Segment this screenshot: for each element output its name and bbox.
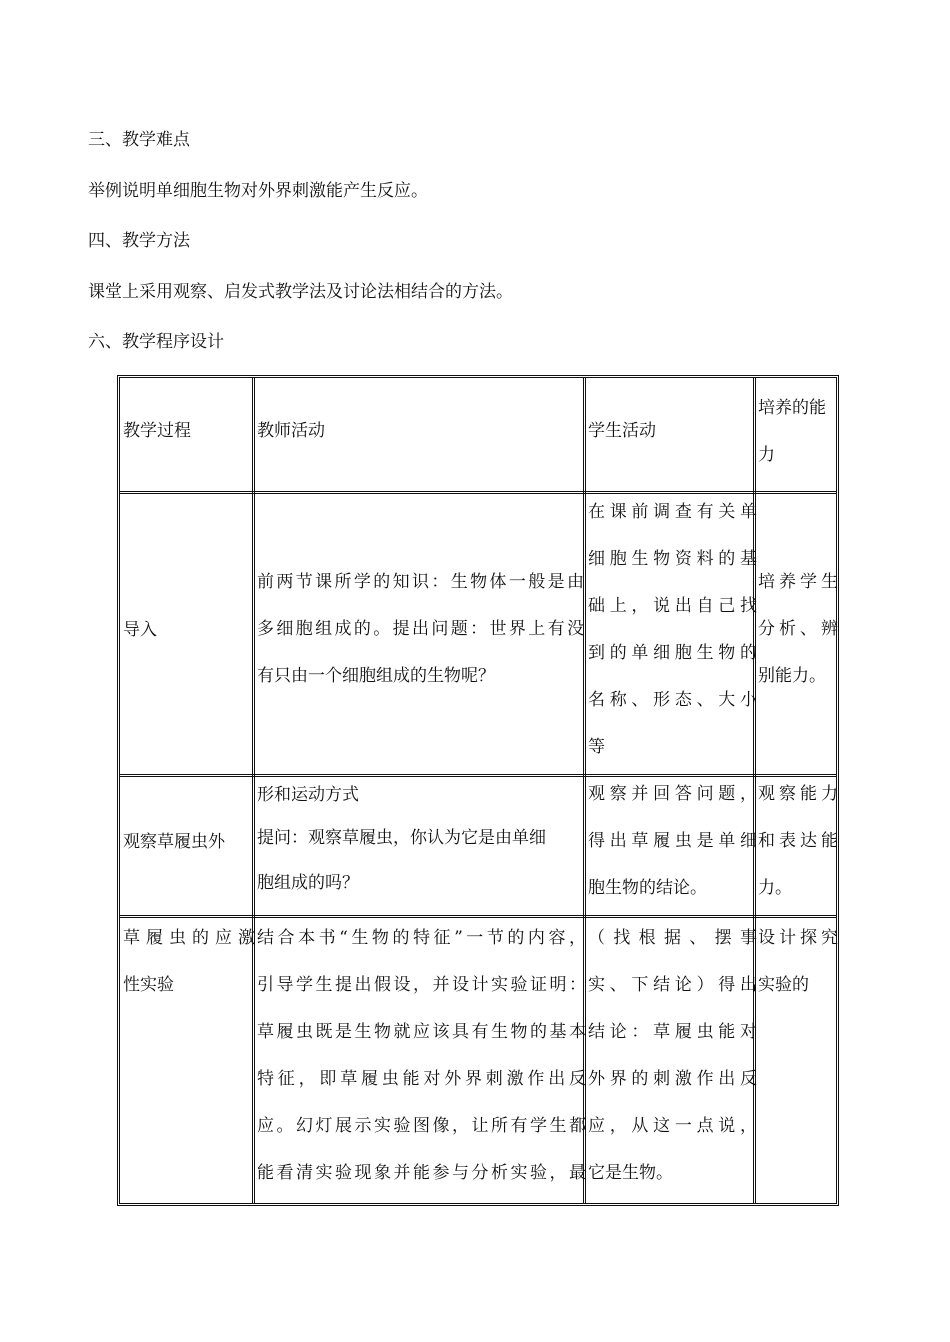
row1-student: 在课前调查有关单 细胞生物资料的基 础上，说出自己找 到的单细胞生物的 名称、形态、大小 等	[588, 502, 757, 757]
method-text: 课堂上采用观察、启发式教学法及讨论法相结合的方法。	[88, 282, 513, 302]
row1-process: 导入	[123, 620, 157, 640]
procedure-table	[117, 375, 839, 1206]
method-heading: 四、教学方法	[88, 231, 190, 251]
row1-teacher: 前两节课所学的知识：生物体一般是由 多细胞组成的。提出问题：世界上有没 有只由一个细胞组成的生物呢？	[257, 572, 584, 686]
row1-ability: 培养学生 分析、辨 别能力。	[758, 572, 838, 686]
row2-student: 观察并回答问题， 得出草履虫是单细 胞生物的结论。	[588, 784, 757, 898]
row3-ability: 设计探究 实验的	[758, 928, 838, 995]
row2-ability: 观察能力 和表达能 力。	[758, 784, 838, 898]
column-divider	[252, 378, 255, 1203]
procedure-heading: 六、教学程序设计	[88, 332, 224, 352]
row3-process: 草履虫的应激 性实验	[123, 928, 255, 995]
difficulty-text: 举例说明单细胞生物对外界刺激能产生反应。	[88, 181, 428, 201]
row2-process: 观察草履虫外	[123, 832, 225, 852]
row2-teacher: 形和运动方式 提问：观察草履虫，你认为它是由单细 胞组成的吗？	[257, 785, 546, 893]
row3-teacher: 结合本书“生物的特征”一节的内容， 引导学生提出假设，并设计实验证明： 草履虫既是生物就应该具有生物的基本 特征，即草履虫能对外界刺激作出反 应。幻灯展示实验图像，让所有学生都 能看清实验现象并能参与分析实验，最	[257, 928, 586, 1183]
header-teacher: 教师活动	[257, 421, 325, 441]
header-student: 学生活动	[588, 421, 656, 441]
header-process: 教学过程	[123, 421, 191, 441]
header-ability: 培养的能 力	[758, 398, 826, 465]
row3-student: （找根据、摆事 实、下结论）得出 结论：草履虫能对 外界的刺激作出反 应，从这一点说， 它是生物。	[588, 928, 757, 1183]
difficulty-heading: 三、教学难点	[88, 130, 190, 150]
